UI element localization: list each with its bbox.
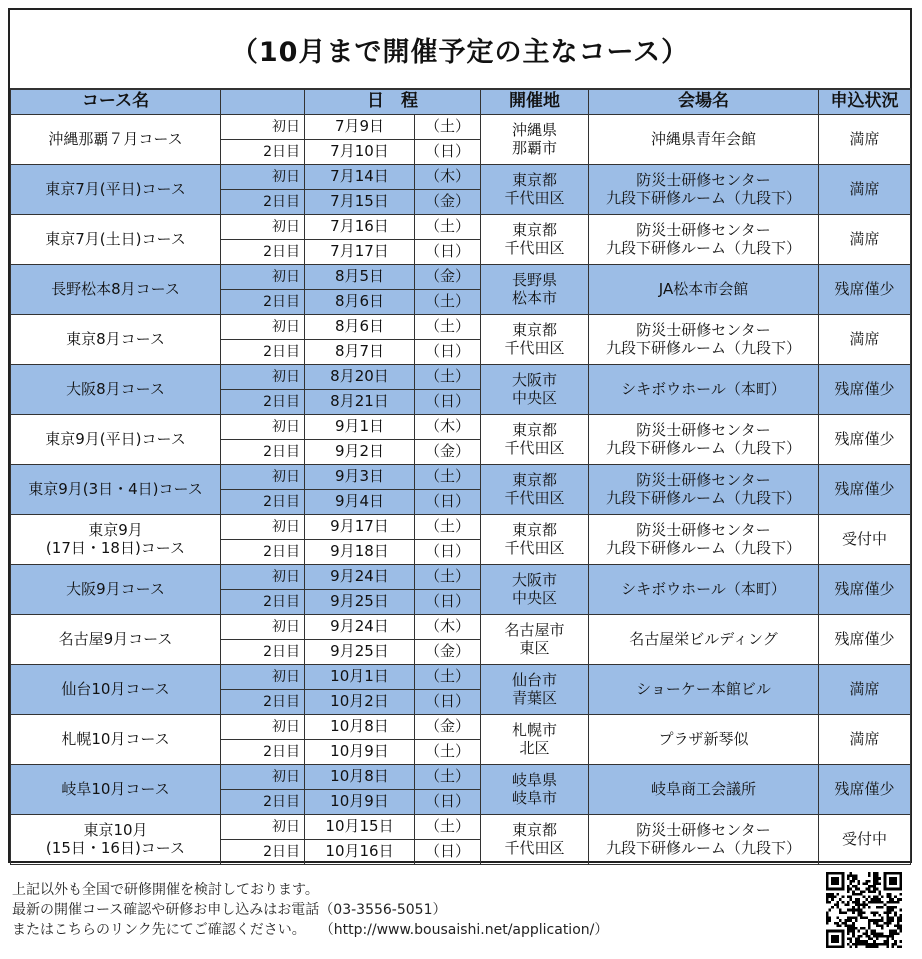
course-name: 沖縄那覇７月コース [11, 115, 221, 165]
course-date: 9月1日 [305, 415, 415, 440]
footer-line: 上記以外も全国で研修開催を検討しております。 [12, 882, 319, 898]
day-label: 2日目 [221, 540, 305, 565]
course-area: 札幌市 北区 [481, 715, 589, 765]
status-badge: 残席僅少 [819, 365, 911, 415]
course-weekday: （土） [415, 290, 481, 315]
course-weekday: （土） [415, 115, 481, 140]
page-title: （10月まで開催予定の主なコース） [230, 36, 690, 68]
course-weekday: （土） [415, 215, 481, 240]
footer-link-line[interactable]: またはこちらのリンク先にてご確認ください。 （http://www.bousaishi.net/application/） [12, 922, 609, 938]
course-date: 8月7日 [305, 340, 415, 365]
course-area: 東京都 千代田区 [481, 165, 589, 215]
status-badge: 残席僅少 [819, 615, 911, 665]
course-date: 10月2日 [305, 690, 415, 715]
day-label: 初日 [221, 565, 305, 590]
status-badge: 残席僅少 [819, 465, 911, 515]
course-weekday: （金） [415, 640, 481, 665]
course-venue: 防災士研修センター 九段下研修ルーム（九段下） [589, 465, 819, 515]
table-row [11, 815, 911, 840]
status-badge: 受付中 [819, 815, 911, 865]
course-date: 9月24日 [305, 615, 415, 640]
course-weekday: （日） [415, 690, 481, 715]
course-weekday: （土） [415, 315, 481, 340]
day-label: 初日 [221, 215, 305, 240]
course-name: 東京7月(土日)コース [11, 215, 221, 265]
course-venue: 岐阜商工会議所 [589, 765, 819, 815]
day-label: 2日目 [221, 640, 305, 665]
course-name: 長野松本8月コース [11, 265, 221, 315]
course-weekday: （土） [415, 565, 481, 590]
course-weekday: （金） [415, 440, 481, 465]
day-label: 初日 [221, 715, 305, 740]
qr-code-icon[interactable] [826, 872, 902, 948]
day-label: 初日 [221, 465, 305, 490]
status-badge: 満席 [819, 315, 911, 365]
course-area: 東京都 千代田区 [481, 815, 589, 865]
course-date: 8月5日 [305, 265, 415, 290]
status-badge: 残席僅少 [819, 765, 911, 815]
course-weekday: （日） [415, 240, 481, 265]
course-area: 大阪市 中央区 [481, 365, 589, 415]
day-label: 初日 [221, 365, 305, 390]
course-venue: 防災士研修センター 九段下研修ルーム（九段下） [589, 515, 819, 565]
header-venue: 会場名 [589, 89, 819, 115]
course-weekday: （金） [415, 265, 481, 290]
course-area: 東京都 千代田区 [481, 515, 589, 565]
status-badge: 満席 [819, 115, 911, 165]
course-weekday: （木） [415, 165, 481, 190]
course-date: 7月10日 [305, 140, 415, 165]
course-name: 東京9月 (17日・18日)コース [11, 515, 221, 565]
course-list [11, 115, 911, 865]
course-area: 名古屋市 東区 [481, 615, 589, 665]
header-schedule: 日 程 [305, 89, 481, 115]
course-name: 札幌10月コース [11, 715, 221, 765]
course-weekday: （日） [415, 790, 481, 815]
footer-line: 最新の開催コース確認や研修お申し込みはお電話（03-3556-5051） [12, 902, 447, 918]
day-label: 2日目 [221, 140, 305, 165]
status-badge: 満席 [819, 215, 911, 265]
course-date: 7月17日 [305, 240, 415, 265]
table-row [11, 615, 911, 640]
course-table [10, 88, 911, 865]
day-label: 2日目 [221, 390, 305, 415]
course-name: 東京7月(平日)コース [11, 165, 221, 215]
table-row [11, 115, 911, 140]
course-name: 東京10月 (15日・16日)コース [11, 815, 221, 865]
day-label: 初日 [221, 765, 305, 790]
course-date: 9月3日 [305, 465, 415, 490]
day-label: 2日目 [221, 790, 305, 815]
course-name: 東京9月(3日・4日)コース [11, 465, 221, 515]
course-venue: シキボウホール（本町） [589, 565, 819, 615]
day-label: 2日目 [221, 740, 305, 765]
day-label: 初日 [221, 815, 305, 840]
day-label: 2日目 [221, 690, 305, 715]
course-weekday: （土） [415, 665, 481, 690]
course-venue: 防災士研修センター 九段下研修ルーム（九段下） [589, 815, 819, 865]
table-row [11, 665, 911, 690]
footer-note [12, 880, 772, 940]
course-date: 9月24日 [305, 565, 415, 590]
header-course: コース名 [11, 89, 221, 115]
status-badge: 満席 [819, 665, 911, 715]
course-weekday: （土） [415, 815, 481, 840]
course-weekday: （日） [415, 490, 481, 515]
day-label: 2日目 [221, 840, 305, 865]
course-area: 東京都 千代田区 [481, 415, 589, 465]
course-weekday: （日） [415, 340, 481, 365]
course-name: 東京9月(平日)コース [11, 415, 221, 465]
status-badge: 満席 [819, 715, 911, 765]
course-venue: JA松本市会館 [589, 265, 819, 315]
day-label: 2日目 [221, 490, 305, 515]
course-date: 7月9日 [305, 115, 415, 140]
day-label: 2日目 [221, 440, 305, 465]
course-date: 7月15日 [305, 190, 415, 215]
course-weekday: （日） [415, 590, 481, 615]
course-weekday: （金） [415, 715, 481, 740]
course-date: 9月18日 [305, 540, 415, 565]
course-name: 大阪9月コース [11, 565, 221, 615]
course-venue: シキボウホール（本町） [589, 365, 819, 415]
table-row [11, 215, 911, 240]
day-label: 初日 [221, 265, 305, 290]
course-name: 岐阜10月コース [11, 765, 221, 815]
course-date: 10月16日 [305, 840, 415, 865]
course-weekday: （日） [415, 140, 481, 165]
course-area: 大阪市 中央区 [481, 565, 589, 615]
course-weekday: （日） [415, 840, 481, 865]
table-row [11, 415, 911, 440]
course-date: 10月8日 [305, 715, 415, 740]
day-label: 初日 [221, 515, 305, 540]
course-name: 東京8月コース [11, 315, 221, 365]
day-label: 初日 [221, 165, 305, 190]
course-weekday: （土） [415, 765, 481, 790]
course-date: 9月25日 [305, 640, 415, 665]
course-weekday: （土） [415, 740, 481, 765]
table-row [11, 315, 911, 340]
day-label: 2日目 [221, 240, 305, 265]
course-area: 東京都 千代田区 [481, 465, 589, 515]
course-date: 10月15日 [305, 815, 415, 840]
course-weekday: （木） [415, 615, 481, 640]
status-badge: 受付中 [819, 515, 911, 565]
course-weekday: （土） [415, 515, 481, 540]
course-venue: 防災士研修センター 九段下研修ルーム（九段下） [589, 415, 819, 465]
course-venue: 防災士研修センター 九段下研修ルーム（九段下） [589, 215, 819, 265]
course-venue: ショーケー本館ビル [589, 665, 819, 715]
course-date: 10月1日 [305, 665, 415, 690]
course-date: 8月20日 [305, 365, 415, 390]
course-area: 長野県 松本市 [481, 265, 589, 315]
course-weekday: （土） [415, 365, 481, 390]
course-venue: 防災士研修センター 九段下研修ルーム（九段下） [589, 315, 819, 365]
status-badge: 残席僅少 [819, 265, 911, 315]
course-weekday: （木） [415, 415, 481, 440]
day-label: 2日目 [221, 290, 305, 315]
course-area: 仙台市 青葉区 [481, 665, 589, 715]
table-header-row [11, 89, 911, 115]
schedule-panel [8, 8, 912, 863]
course-weekday: （土） [415, 465, 481, 490]
course-date: 7月14日 [305, 165, 415, 190]
course-area: 岐阜県 岐阜市 [481, 765, 589, 815]
course-weekday: （日） [415, 390, 481, 415]
status-badge: 満席 [819, 165, 911, 215]
course-date: 10月9日 [305, 790, 415, 815]
course-date: 7月16日 [305, 215, 415, 240]
course-date: 9月2日 [305, 440, 415, 465]
table-row [11, 265, 911, 290]
course-venue: 防災士研修センター 九段下研修ルーム（九段下） [589, 165, 819, 215]
course-date: 10月9日 [305, 740, 415, 765]
day-label: 2日目 [221, 190, 305, 215]
course-date: 9月4日 [305, 490, 415, 515]
day-label: 初日 [221, 665, 305, 690]
course-date: 9月25日 [305, 590, 415, 615]
table-row [11, 515, 911, 540]
course-venue: 沖縄県青年会館 [589, 115, 819, 165]
course-name: 大阪8月コース [11, 365, 221, 415]
course-area: 沖縄県 那覇市 [481, 115, 589, 165]
course-weekday: （日） [415, 540, 481, 565]
day-label: 初日 [221, 115, 305, 140]
table-row [11, 715, 911, 740]
course-date: 9月17日 [305, 515, 415, 540]
header-blank [221, 89, 305, 115]
status-badge: 残席僅少 [819, 565, 911, 615]
header-area: 開催地 [481, 89, 589, 115]
table-row [11, 365, 911, 390]
course-area: 東京都 千代田区 [481, 315, 589, 365]
day-label: 初日 [221, 415, 305, 440]
table-row [11, 765, 911, 790]
course-weekday: （金） [415, 190, 481, 215]
course-name: 仙台10月コース [11, 665, 221, 715]
table-row [11, 565, 911, 590]
course-area: 東京都 千代田区 [481, 215, 589, 265]
table-row [11, 465, 911, 490]
day-label: 2日目 [221, 340, 305, 365]
day-label: 初日 [221, 615, 305, 640]
course-date: 10月8日 [305, 765, 415, 790]
course-venue: 名古屋栄ビルディング [589, 615, 819, 665]
course-date: 8月21日 [305, 390, 415, 415]
header-status: 申込状況 [819, 89, 911, 115]
course-date: 8月6日 [305, 315, 415, 340]
course-name: 名古屋9月コース [11, 615, 221, 665]
day-label: 初日 [221, 315, 305, 340]
course-venue: プラザ新琴似 [589, 715, 819, 765]
status-badge: 残席僅少 [819, 415, 911, 465]
day-label: 2日目 [221, 590, 305, 615]
table-row [11, 165, 911, 190]
course-date: 8月6日 [305, 290, 415, 315]
